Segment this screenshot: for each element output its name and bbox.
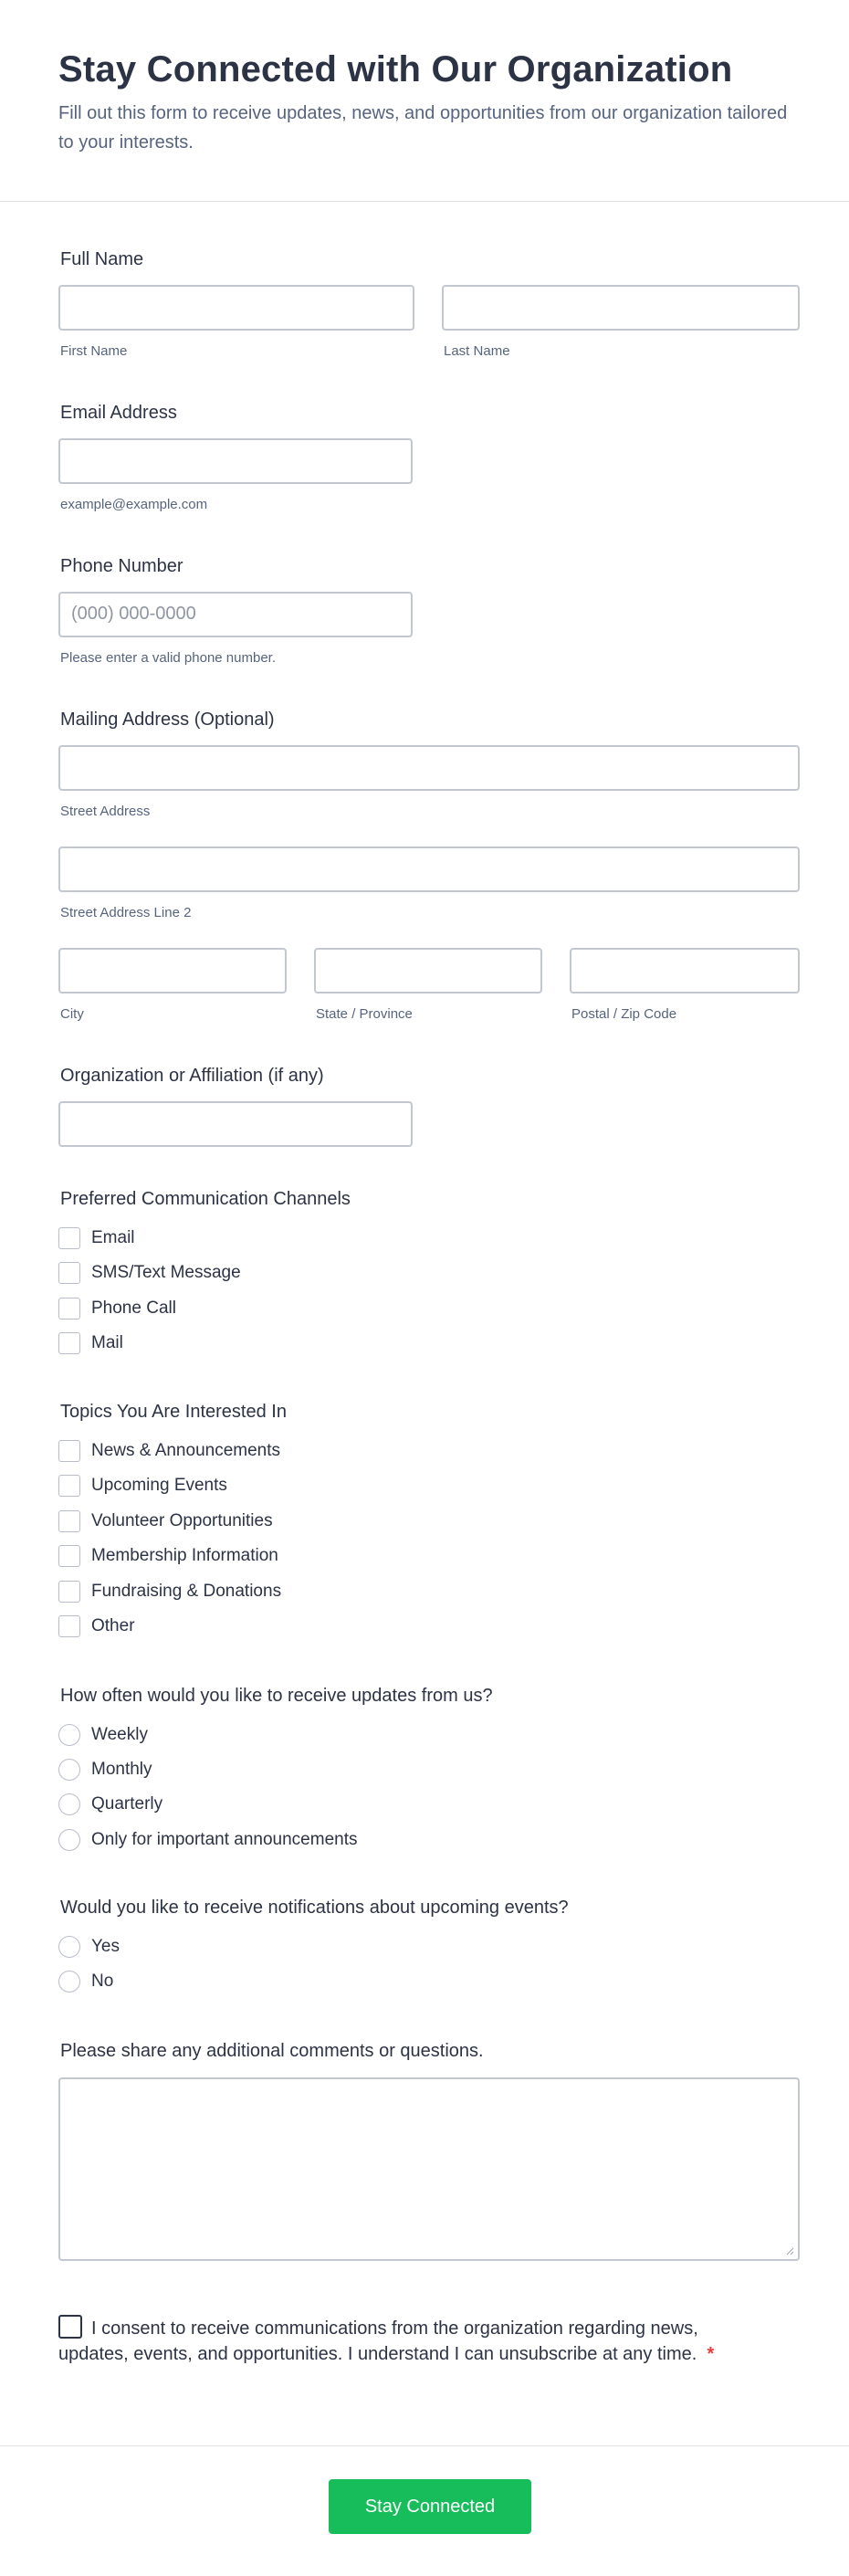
option-label: Other [91,1616,135,1635]
form-header [0,0,849,202]
radio[interactable] [58,1971,80,1992]
option-label: SMS/Text Message [91,1263,241,1282]
street-address-input[interactable] [58,745,800,791]
stay-connected-button[interactable]: Stay Connected [329,2479,531,2534]
phone-input[interactable] [58,592,413,637]
page-title: Stay Connected with Our Organization [58,49,733,89]
frequency-option-weekly[interactable] [58,1724,148,1746]
topic-option-fundraising[interactable] [58,1581,281,1603]
option-label: Mail [91,1333,123,1352]
consent-checkbox[interactable] [58,2315,82,2339]
checkbox[interactable] [58,1581,80,1603]
organization-input[interactable] [58,1101,413,1147]
state-sublabel: State / Province [316,1006,413,1022]
option-label: News & Announcements [91,1441,281,1460]
radio[interactable] [58,1759,80,1781]
state-input[interactable] [314,948,542,994]
city-sublabel: City [60,1006,84,1022]
street-address-2-input[interactable] [58,846,800,892]
topic-option-events[interactable] [58,1475,227,1497]
street-address-sublabel: Street Address [60,804,151,819]
channel-option-mail[interactable] [58,1332,123,1354]
checkbox[interactable] [58,1332,80,1354]
option-label: Email [91,1228,135,1247]
last-name-sublabel: Last Name [444,343,510,359]
events-option-yes[interactable] [58,1936,120,1958]
checkbox[interactable] [58,1227,80,1249]
phone-label: Phone Number [60,556,183,576]
email-sublabel: example@example.com [60,497,208,512]
option-label: Volunteer Opportunities [91,1511,273,1530]
frequency-label: How often would you like to receive updates from us? [60,1686,493,1706]
frequency-option-monthly[interactable] [58,1759,152,1781]
page-subtitle: Fill out this form to receive updates, news, and opportunities from our organization tailored to your interests. [58,103,788,152]
email-input[interactable] [58,438,413,484]
full-name-label: Full Name [60,249,144,269]
resize-grip-icon[interactable] [785,2246,794,2255]
checkbox[interactable] [58,1298,80,1320]
postal-code-input[interactable] [570,948,800,994]
checkbox[interactable] [58,1475,80,1497]
form-footer [0,2445,849,2576]
option-label: Membership Information [91,1546,278,1565]
option-label: Phone Call [91,1299,176,1318]
phone-placeholder: (000) 000-0000 [71,604,196,624]
email-label: Email Address [60,403,177,423]
first-name-input[interactable] [58,285,414,331]
comments-label: Please share any additional comments or questions. [60,2041,484,2061]
topic-option-news[interactable] [58,1440,280,1462]
checkbox[interactable] [58,1262,80,1284]
checkbox[interactable] [58,1545,80,1567]
comments-textarea[interactable] [58,2077,800,2261]
topic-option-other[interactable] [58,1615,135,1637]
consent-row [58,2315,734,2367]
channels-label: Preferred Communication Channels [60,1189,351,1209]
option-label: Quarterly [91,1794,163,1814]
events-option-no[interactable] [58,1971,113,1992]
organization-label: Organization or Affiliation (if any) [60,1066,324,1086]
option-label: Fundraising & Donations [91,1582,282,1601]
option-label: Monthly [91,1760,152,1779]
frequency-option-important[interactable] [58,1829,358,1851]
consent-text-block [58,2315,734,2367]
option-label: Yes [91,1937,120,1956]
address-label: Mailing Address (Optional) [60,710,275,730]
events-label: Would you like to receive notifications about upcoming events? [60,1898,569,1918]
consent-label: I consent to receive communications from the organization regarding news, updates, events, and opportunities. I understand I can unsubscribe at any time. [58,2318,698,2364]
city-input[interactable] [58,948,287,994]
topic-option-volunteer[interactable] [58,1510,273,1532]
option-label: No [91,1971,114,1991]
postal-code-sublabel: Postal / Zip Code [571,1006,677,1022]
checkbox[interactable] [58,1440,80,1462]
checkbox[interactable] [58,1615,80,1637]
channel-option-email[interactable] [58,1227,135,1249]
topic-option-membership[interactable] [58,1545,278,1567]
channel-option-phone[interactable] [58,1298,176,1320]
option-label: Only for important announcements [91,1830,358,1849]
frequency-option-quarterly[interactable] [58,1793,162,1815]
radio[interactable] [58,1936,80,1958]
first-name-sublabel: First Name [60,343,128,359]
radio[interactable] [58,1793,80,1815]
checkbox[interactable] [58,1510,80,1532]
required-mark: * [707,2344,715,2364]
radio[interactable] [58,1829,80,1851]
last-name-input[interactable] [442,285,800,331]
channel-option-sms[interactable] [58,1262,241,1284]
topics-label: Topics You Are Interested In [60,1402,287,1422]
phone-sublabel: Please enter a valid phone number. [60,650,276,666]
street-address-2-sublabel: Street Address Line 2 [60,905,192,920]
radio[interactable] [58,1724,80,1746]
option-label: Weekly [91,1725,148,1744]
option-label: Upcoming Events [91,1476,227,1495]
